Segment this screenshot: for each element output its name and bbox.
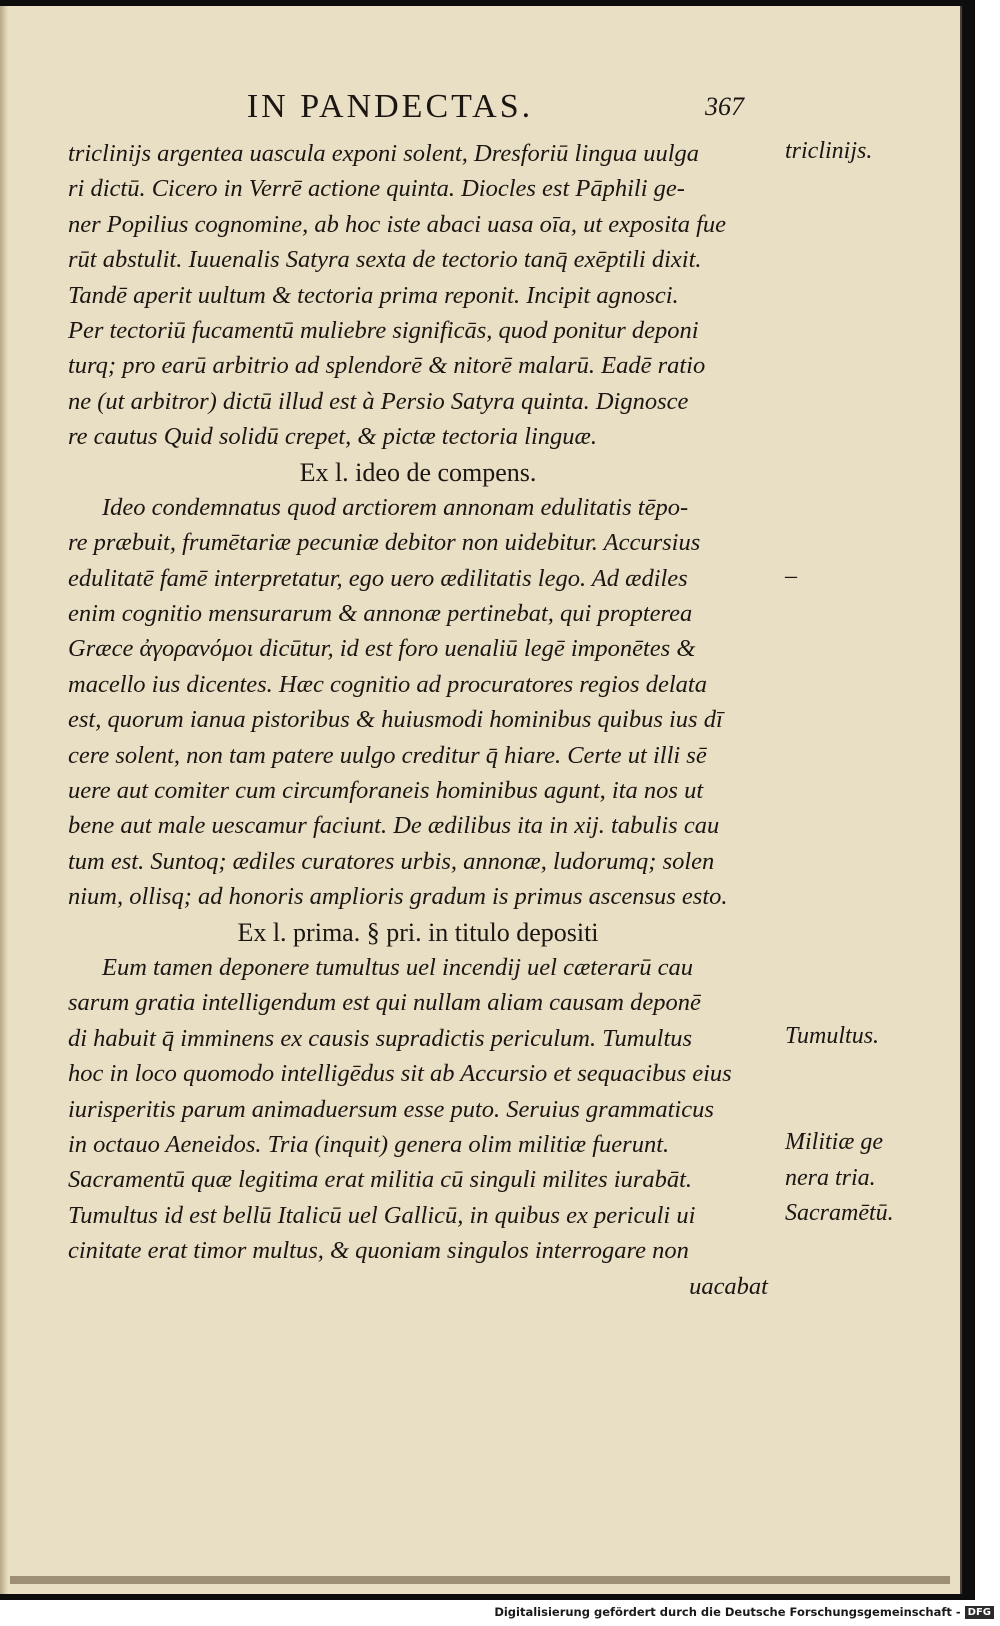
text-line: hoc in loco quomodo intelligēdus sit ab Accursio et sequacibus eius	[68, 1060, 732, 1088]
text-line: triclinijs argentea uascula exponi solent, Dresforiū lingua uulga	[68, 140, 700, 167]
margin-note: Sacramētū.	[785, 1200, 894, 1226]
margin-note: nera tria.	[785, 1164, 876, 1191]
text-line: macello ius dicentes. Hæc cognitio ad procuratores regios delata	[68, 670, 707, 698]
text-line: ri dictū. Cicero in Verrē actione quinta. Diocles est Pāphili ge-	[68, 175, 685, 203]
text-line: Tandē aperit uultum & tectoria prima reponit. Incipit agnosci.	[68, 281, 679, 309]
margin-note: Militiæ ge	[785, 1129, 883, 1156]
text-line: Eum tamen deponere tumultus uel incendij uel cæterarū cau	[102, 953, 694, 981]
text-line: cere solent, non tam patere uulgo creditur q̄ hiare. Certe ut illi sē	[68, 741, 707, 769]
margin-note: –	[785, 562, 797, 589]
text-line: tum est. Suntoq; ædiles curatores urbis, annonæ, ludorumq; solen	[68, 847, 715, 875]
running-head: IN PANDECTAS.	[246, 88, 534, 125]
page-number: 367	[705, 92, 744, 121]
text-line: Per tectoriū fucamentū muliebre significās, quod ponitur deponi	[68, 316, 699, 344]
text-line: di habuit q̄ imminens ex causis supradictis periculum. Tumultus	[68, 1024, 693, 1052]
section-heading: Ex l. ideo de compens.	[299, 457, 537, 487]
text-line: bene aut male uescamur faciunt. De ædilibus ita in xij. tabulis cau	[68, 812, 720, 840]
text-line: uacabat	[689, 1272, 768, 1300]
text-line: Græce ἀγορανόμοι dicūtur, id est foro uenaliū legē imponētes &	[68, 635, 696, 663]
digitization-footer	[494, 1602, 994, 1622]
text-line: ne (ut arbitror) dictū illud est à Persio Satyra quinta. Dignosce	[68, 387, 689, 415]
text-line: nium, ollisq; ad honoris amplioris gradum is primus ascensus esto.	[68, 883, 728, 911]
text-line: ner Popilius cognomine, ab hoc iste abaci uasa oīa, ut exposita fue	[68, 210, 727, 238]
text-line: edulitatē famē interpretatur, ego uero ædilitatis lego. Ad ædiles	[68, 564, 688, 592]
margin-note: triclinijs.	[785, 138, 873, 164]
text-line: re præbuit, frumētariæ pecuniæ debitor non uidebitur. Accursius	[68, 529, 701, 557]
text-line: re cautus Quid solidū crepet, & pictæ tectoria linguæ.	[68, 423, 597, 451]
footer-credit: Digitalisierung gefördert durch die Deutsche Forschungsgemeinschaft -	[494, 1605, 961, 1619]
text-line: in octauo Aeneidos. Tria (inquit) genera olim militiæ fuerunt.	[68, 1130, 670, 1158]
text-line: uere aut comiter cum circumforaneis hominibus agunt, ita nos ut	[68, 777, 704, 805]
text-line: est, quorum ianua pistoribus & huiusmodi hominibus quibus ius dī	[68, 706, 723, 734]
text-line: cinitate erat timor multus, & quoniam singulos interrogare non	[68, 1237, 689, 1265]
section-heading: Ex l. prima. § pri. in titulo depositi	[237, 917, 599, 947]
page-gutter	[0, 6, 8, 1594]
text-line: rūt abstulit. Iuuenalis Satyra sexta de tectorio tanq̄ exēptili dixit.	[68, 246, 702, 274]
main-text-block	[68, 136, 768, 1304]
text-line: iurisperitis parum animaduersum esse puto. Seruius grammaticus	[68, 1095, 714, 1123]
book-page	[0, 6, 962, 1594]
dfg-logo: DFG	[965, 1606, 994, 1619]
text-line: sarum gratia intelligendum est qui nullam aliam causam deponē	[68, 989, 701, 1017]
text-line: turq; pro earū arbitrio ad splendorē & nitorē malarū. Eadē ratio	[68, 352, 706, 380]
margin-note: Tumultus.	[785, 1023, 880, 1049]
text-line: Sacramentū quæ legitima erat militia cū singuli milites iurabāt.	[68, 1166, 693, 1194]
text-line: Tumultus id est bellū Italicū uel Gallicū, in quibus ex periculi ui	[68, 1201, 696, 1229]
text-line: Ideo condemnatus quod arctiorem annonam edulitatis tēpo-	[102, 493, 689, 521]
page-bottom-edge	[10, 1576, 950, 1584]
text-line: enim cognitio mensurarum & annonæ pertinebat, qui propterea	[68, 600, 693, 628]
